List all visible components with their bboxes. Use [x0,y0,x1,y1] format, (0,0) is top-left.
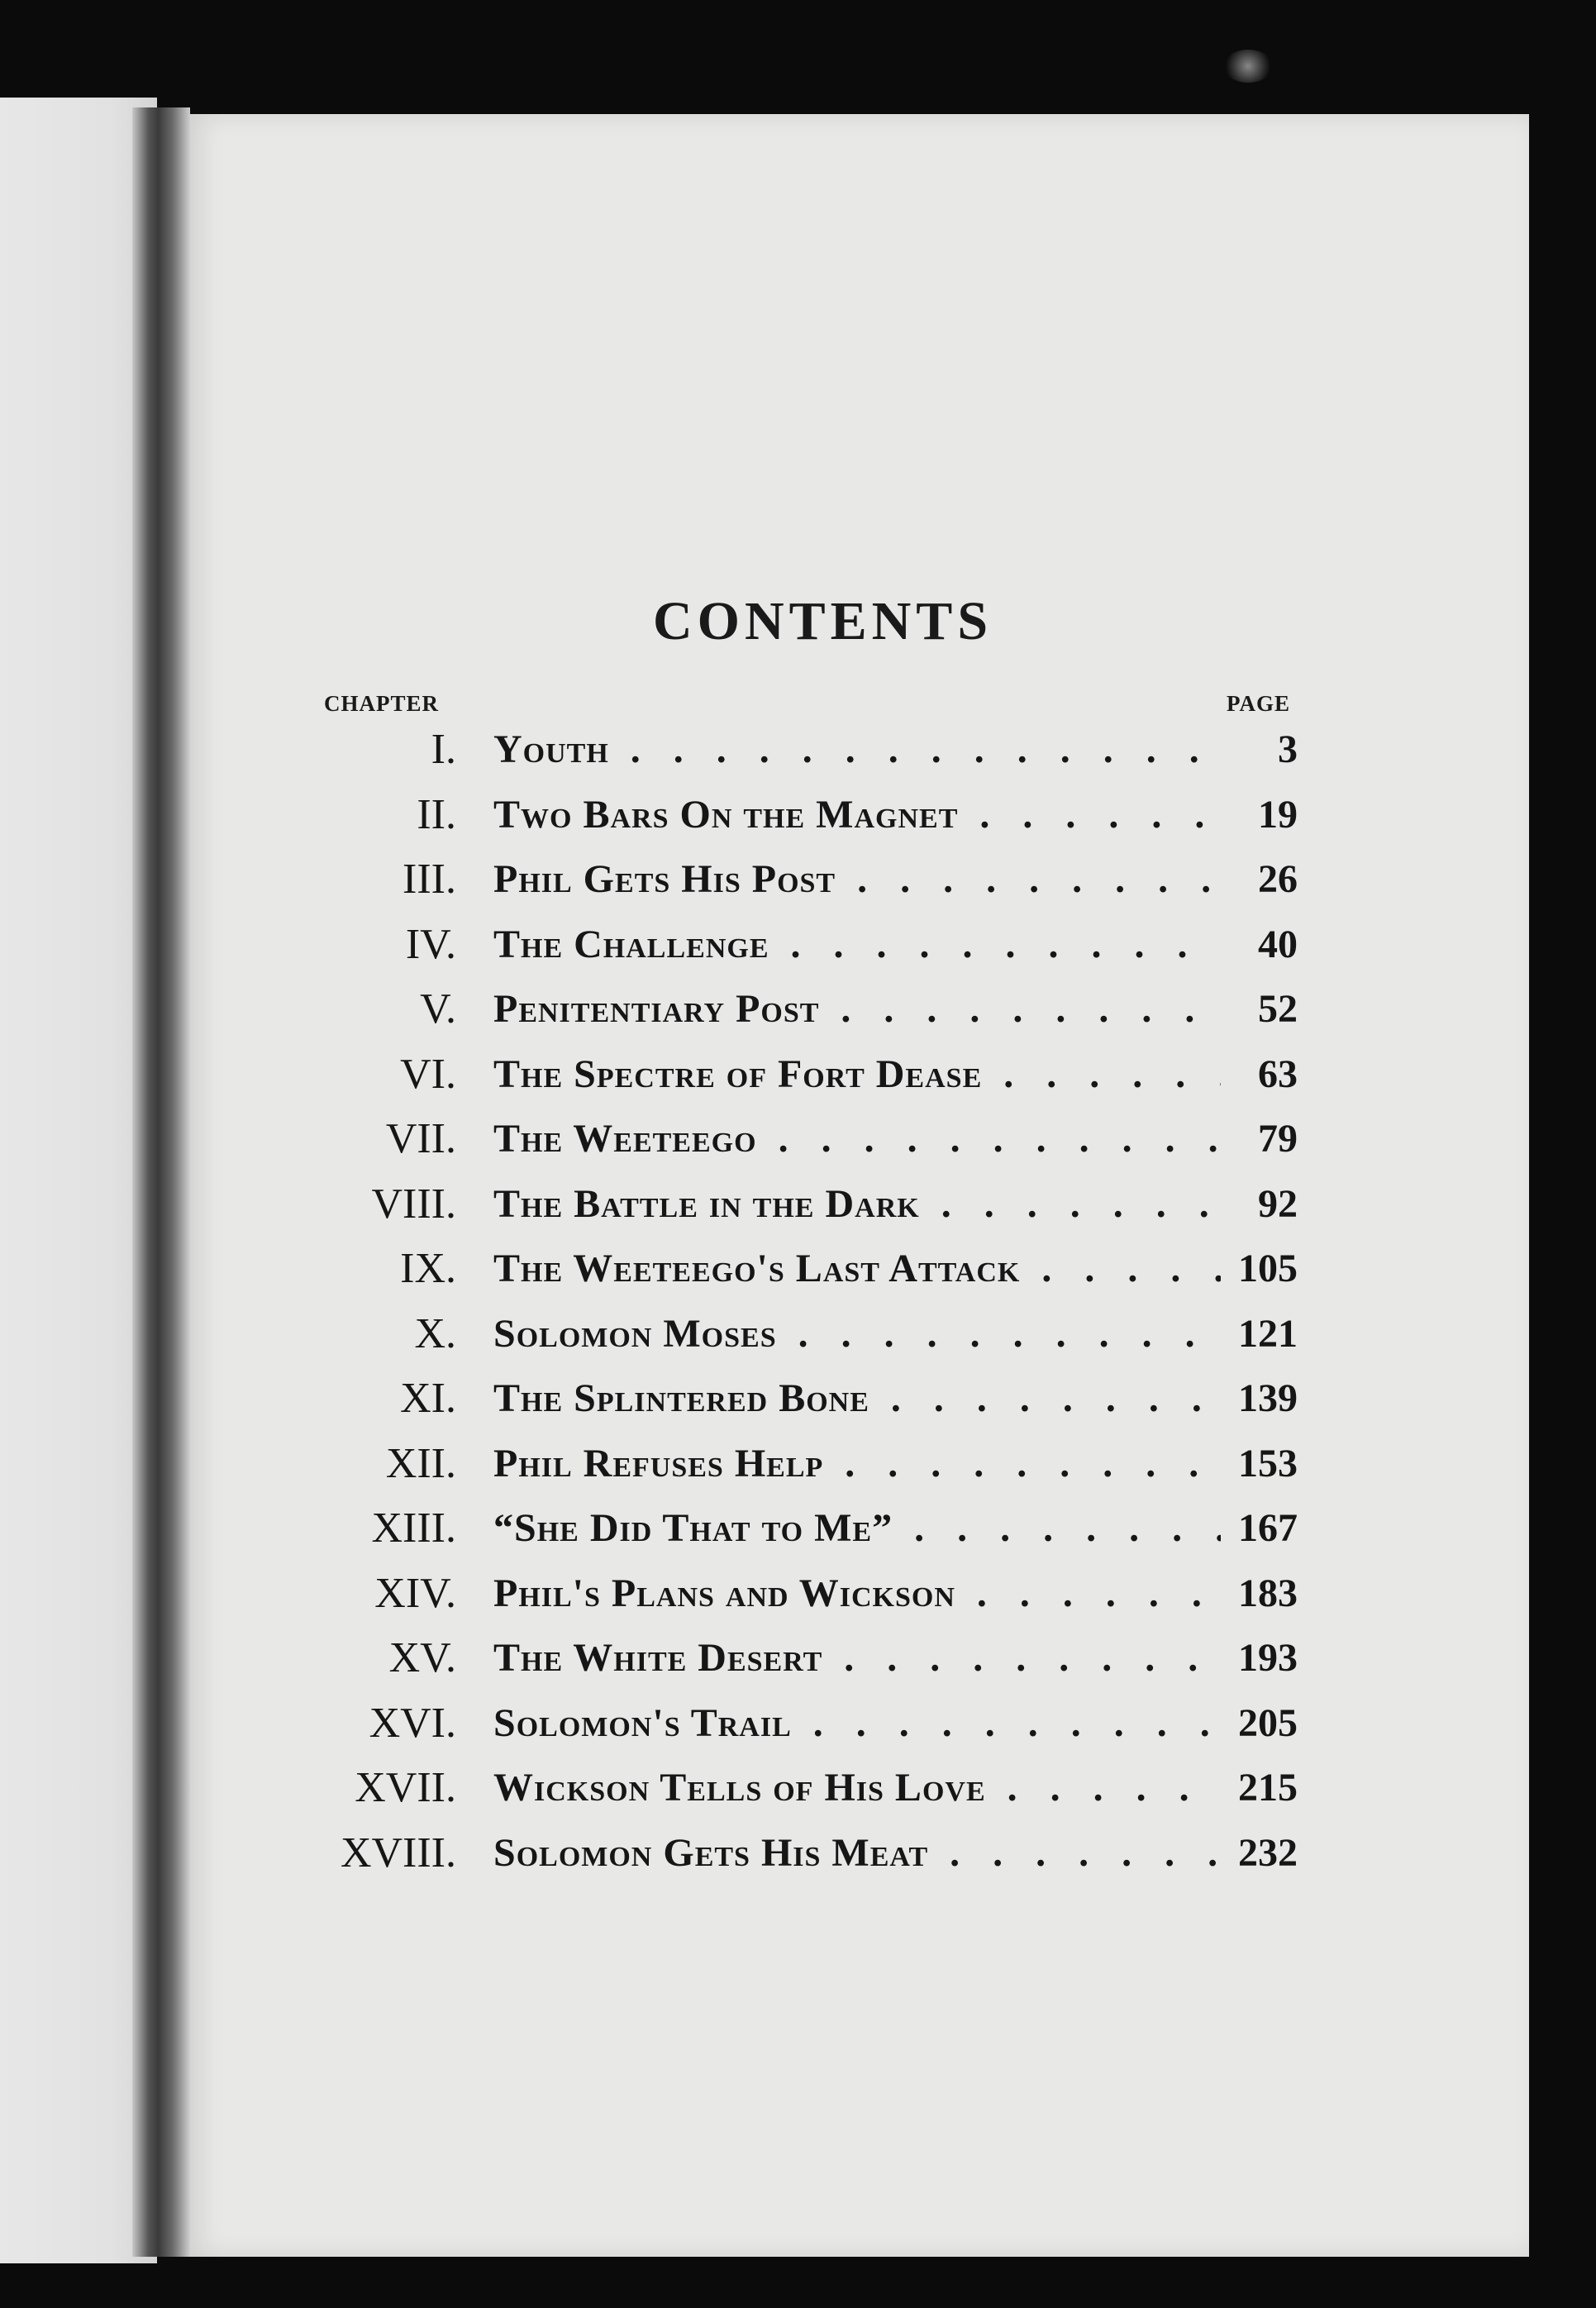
chapter-title: The Weeteego's Last Attack . . . [493,1237,1221,1301]
toc-entry[interactable] [0,1562,1596,1627]
chapter-number: VIII. [371,1180,456,1228]
chapter-column-header: CHAPTER [324,691,440,716]
chapter-title: Phil Gets His Post . . . [493,847,1221,912]
chapter-title: Youth . . . [493,718,1221,782]
chapter-title: The Spectre of Fort Dease . . . [493,1042,1221,1107]
toc-entry[interactable] [0,1626,1596,1691]
toc-entry[interactable] [0,1366,1596,1432]
chapter-number: XVIII. [340,1829,456,1876]
chapter-number: VI. [400,1050,456,1098]
chapter-number: I. [431,726,456,773]
chapter-page: 232 [1238,1830,1298,1875]
chapter-page: 52 [1258,987,1298,1031]
chapter-number: VII. [385,1115,456,1162]
chapter-page: 19 [1258,792,1298,837]
toc-entry[interactable] [0,1496,1596,1562]
toc-entry[interactable] [0,847,1596,913]
chapter-page: 92 [1258,1181,1298,1226]
chapter-page: 215 [1238,1766,1298,1810]
chapter-number: XVII. [355,1764,456,1811]
chapter-title: Solomon Moses . . . [493,1302,1221,1366]
chapter-page: 121 [1238,1311,1298,1356]
chapter-number: XVI. [369,1699,456,1747]
chapter-page: 63 [1258,1051,1298,1096]
chapter-number: XII. [385,1439,456,1487]
chapter-number: III. [403,856,456,903]
chapter-page: 205 [1238,1700,1298,1745]
chapter-page: 183 [1238,1571,1298,1615]
chapter-page: 153 [1238,1441,1298,1485]
toc-entry[interactable] [0,1756,1596,1821]
chapter-page: 167 [1238,1506,1298,1550]
chapter-page: 79 [1258,1117,1298,1161]
chapter-title: The Splintered Bone . . . [493,1366,1221,1431]
chapter-number: XV. [388,1634,456,1681]
toc-entry[interactable] [0,1821,1596,1886]
chapter-page: 40 [1258,922,1298,966]
chapter-title: Phil Refuses Help . . . [493,1432,1221,1496]
contents-heading: CONTENTS [652,591,993,651]
toc-entry[interactable] [0,783,1596,848]
toc-entry[interactable] [0,718,1596,783]
chapter-title: Phil's Plans and Wickson . . . [493,1562,1221,1626]
chapter-number: XIV. [374,1569,456,1617]
toc-entry[interactable] [0,1302,1596,1367]
toc-entry[interactable] [0,1237,1596,1302]
toc-entry[interactable] [0,1432,1596,1497]
chapter-number: XI. [400,1375,456,1422]
chapter-number: X. [414,1309,456,1357]
chapter-number: XIII. [371,1504,456,1552]
page-column-header: PAGE [1227,691,1290,716]
chapter-title: Two Bars On the Magnet . . . [493,783,1221,847]
chapter-page: 26 [1258,857,1298,901]
chapter-title: Solomon's Trail . . . [493,1691,1221,1756]
toc-entry[interactable] [0,1172,1596,1237]
toc-entry[interactable] [0,1042,1596,1108]
toc-entry[interactable] [0,977,1596,1042]
chapter-title: The Battle in the Dark . . . [493,1172,1221,1237]
chapter-title: The Challenge . . . [493,913,1221,977]
chapter-number: V. [420,985,456,1032]
chapter-page: 105 [1238,1247,1298,1290]
chapter-title: Wickson Tells of His Love . . . [493,1756,1221,1820]
chapter-number: IX. [400,1245,456,1292]
chapter-title: Penitentiary Post . . . [493,977,1221,1042]
chapter-page: 139 [1238,1376,1298,1420]
chapter-page: 193 [1238,1636,1298,1680]
toc-entry[interactable] [0,1691,1596,1757]
chapter-title: Solomon Gets His Meat . . . [493,1821,1221,1886]
chapter-title: “She Did That to Me” . . . [493,1496,1221,1561]
chapter-number: IV. [405,920,456,968]
toc-entry[interactable] [0,913,1596,978]
chapter-title: The Weeteego . . . [493,1107,1221,1171]
table-of-contents [0,718,1596,1886]
chapter-title: The White Desert . . . [493,1626,1221,1690]
toc-entry[interactable] [0,1107,1596,1172]
scan-glare [1223,50,1273,83]
chapter-page: 3 [1278,727,1298,771]
chapter-number: II. [417,790,456,838]
